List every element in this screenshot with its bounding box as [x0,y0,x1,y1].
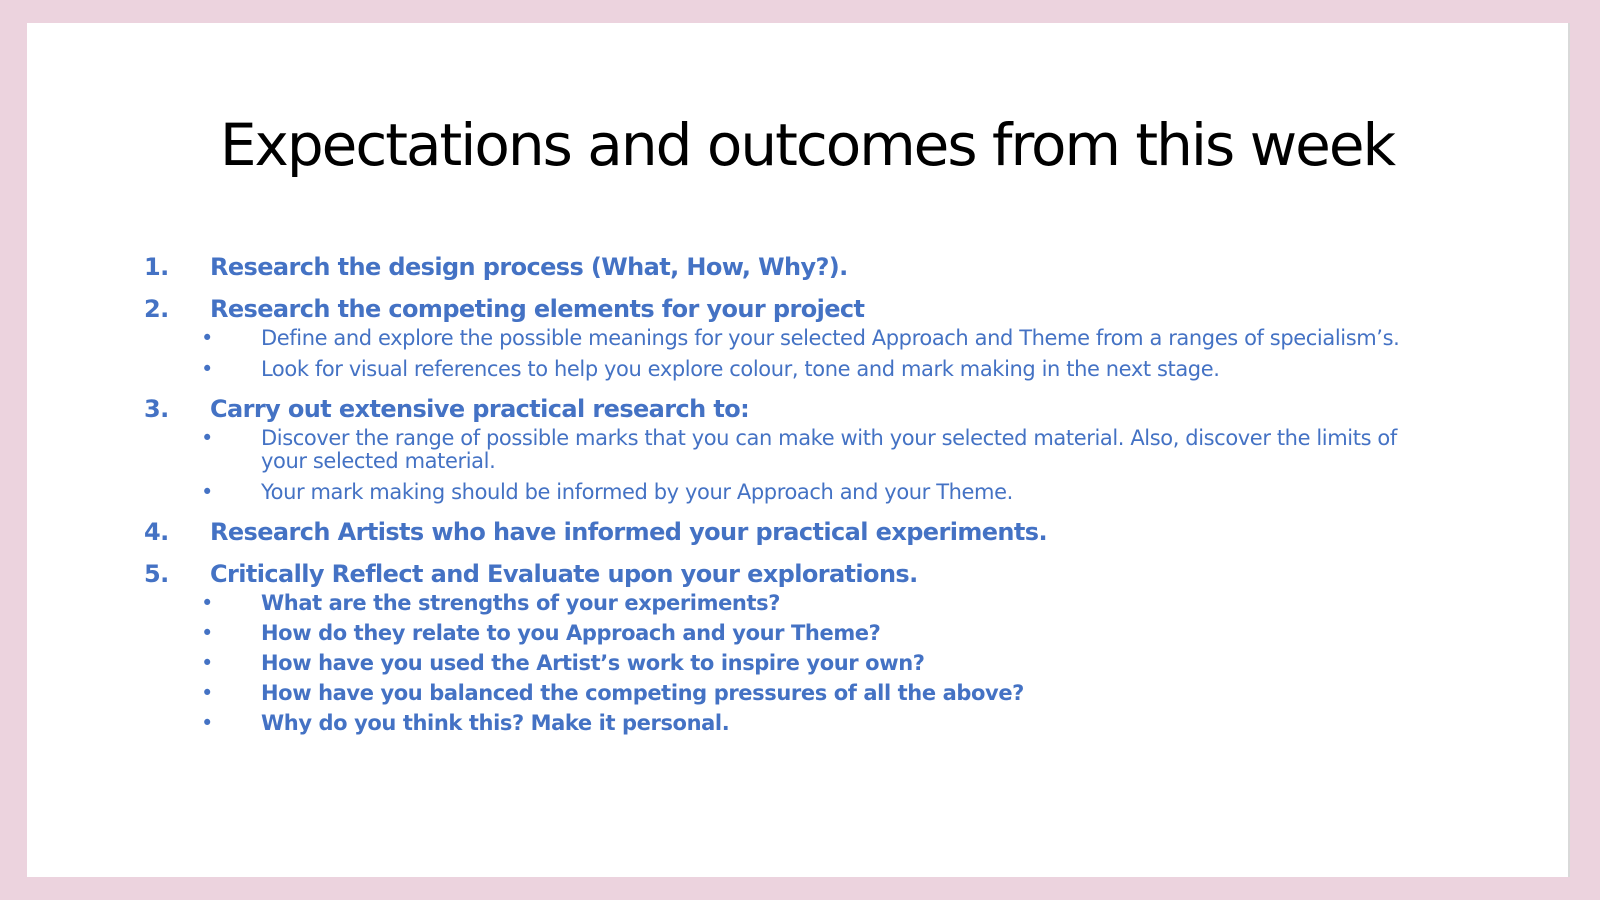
bullet-icon: • [201,326,213,350]
list-item-3 [144,393,1444,425]
item-number: 3. [144,395,169,423]
item-number: 5. [144,560,169,588]
item-number: 2. [144,295,169,323]
item-text: Research Artists who have informed your practical experiments. [210,518,1047,546]
bullet-icon: • [201,681,213,705]
item-number: 1. [144,253,169,281]
sub-item [144,481,1444,504]
item-text: Research the competing elements for your project [210,295,865,323]
list-item-4 [144,516,1444,548]
slide [27,23,1570,877]
sub-item [144,652,1444,675]
item-text: Critically Reflect and Evaluate upon your explorations. [210,560,918,588]
sub-list-3 [144,427,1444,504]
bullet-icon: • [201,591,213,615]
sub-list-2 [144,327,1444,381]
sub-item [144,427,1444,473]
list-item-5 [144,558,1444,590]
list-item-1 [144,251,1444,283]
sub-item-text: Your mark making should be informed by your Approach and your Theme. [261,480,1013,504]
sub-item [144,622,1444,645]
bullet-icon: • [201,426,213,450]
sub-item-text: Look for visual references to help you explore colour, tone and mark making in the next stage. [261,357,1220,381]
bullet-icon: • [201,651,213,675]
bullet-icon: • [201,711,213,735]
sub-item-text: How have you used the Artist’s work to inspire your own? [261,651,925,675]
sub-item [144,592,1444,615]
slide-title: Expectations and outcomes from this week [219,111,1395,179]
bullet-icon: • [201,621,213,645]
sub-item-text: Discover the range of possible marks that you can make with your selected material. Also, discover the limits of your selected material. [261,426,1397,473]
sub-item [144,712,1444,735]
bullet-icon: • [201,357,213,381]
list-item-2 [144,293,1444,325]
sub-item [144,682,1444,705]
sub-item-text: How have you balanced the competing pressures of all the above? [261,681,1024,705]
sub-item [144,358,1444,381]
sub-list-5 [144,592,1444,735]
sub-item-text: What are the strengths of your experiments? [261,591,780,615]
item-text: Research the design process (What, How, Why?). [210,253,848,281]
sub-item-text: Define and explore the possible meanings for your selected Approach and Theme from a ranges of specialism’s. [261,326,1400,350]
slide-content [144,251,1444,742]
item-number: 4. [144,518,169,546]
sub-item-text: How do they relate to you Approach and your Theme? [261,621,881,645]
sub-item [144,327,1444,350]
item-text: Carry out extensive practical research to: [210,395,750,423]
bullet-icon: • [201,480,213,504]
sub-item-text: Why do you think this? Make it personal. [261,711,730,735]
